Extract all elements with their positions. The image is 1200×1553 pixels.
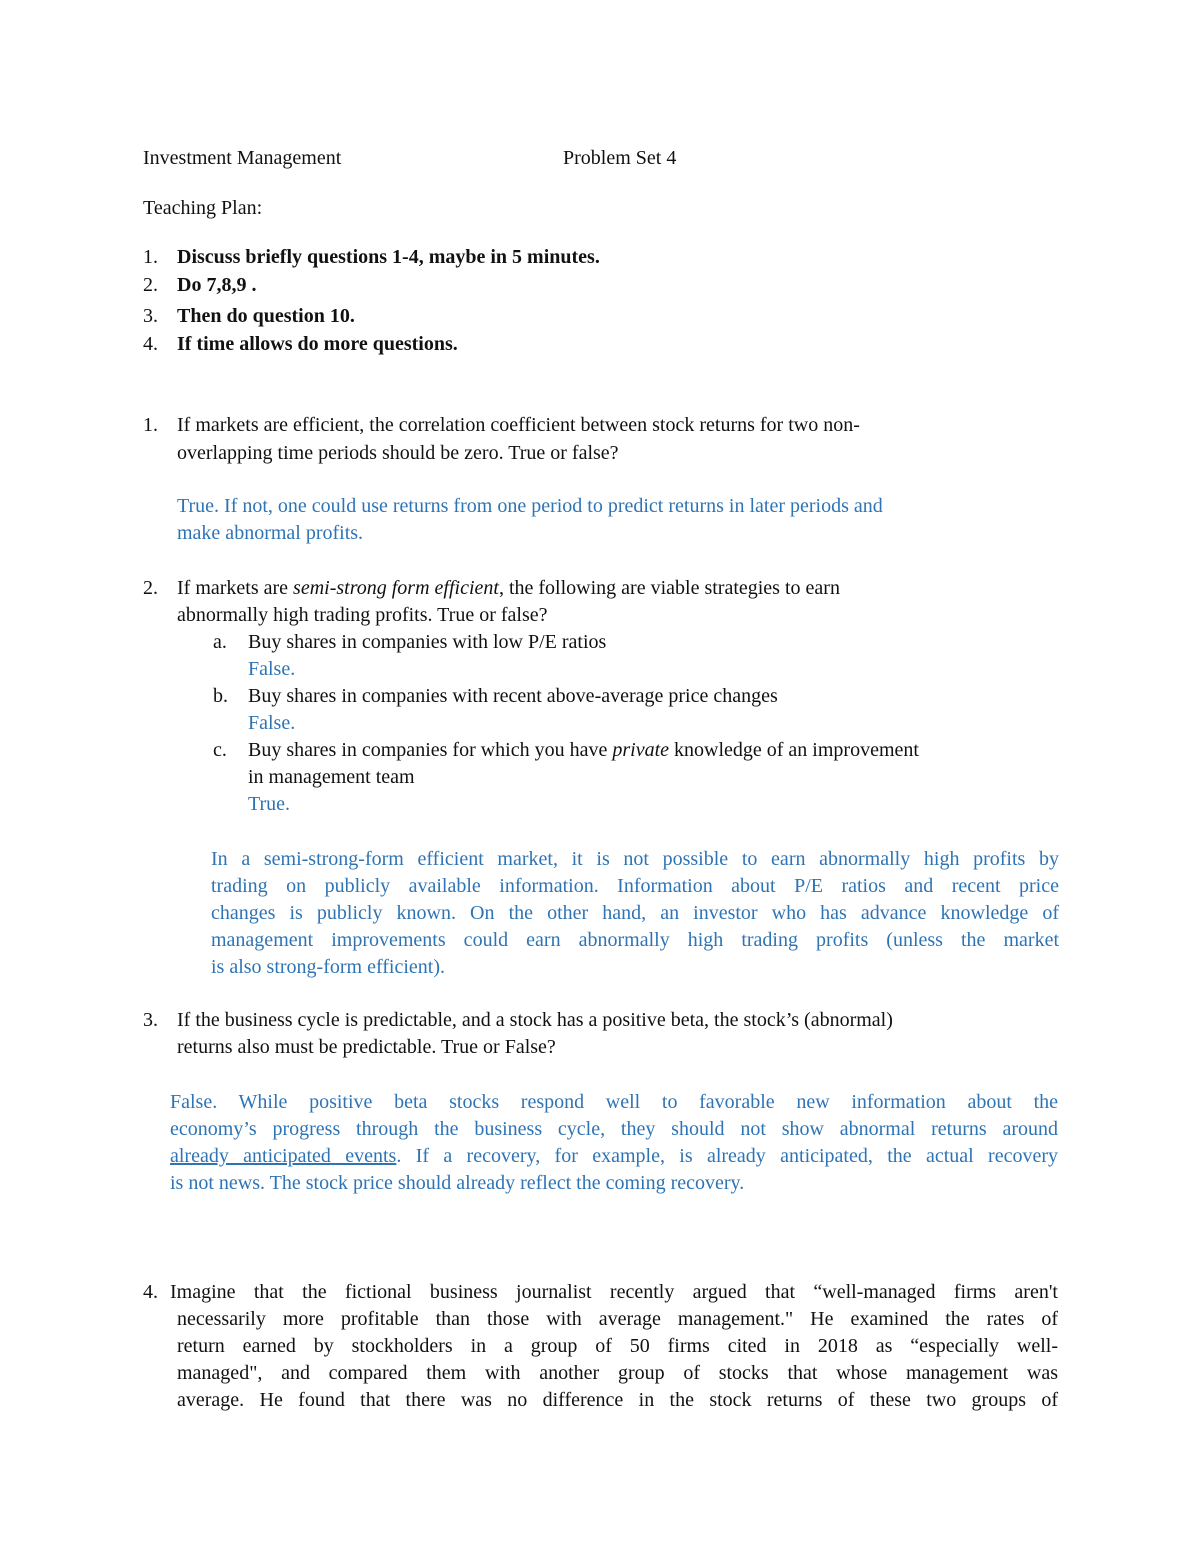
explanation-text: is also strong-form efficient). xyxy=(211,956,446,978)
question-text: overlapping time periods should be zero. True or false? xyxy=(177,442,619,464)
plan-item-number: 3. xyxy=(143,305,158,327)
answer-text: already anticipated events. If a recovery, for example, is already anticipated, the actual recovery xyxy=(170,1145,1058,1167)
explanation-text: In a semi-strong-form efficient market, it is not possible to earn abnormally high profits by xyxy=(211,848,1059,870)
option-text: Buy shares in companies for which you have private knowledge of an improvement xyxy=(248,739,919,761)
answer-text: True. If not, one could use returns from one period to predict returns in later periods and xyxy=(177,495,883,517)
answer-text: make abnormal profits. xyxy=(177,522,364,544)
teaching-plan-title: Teaching Plan: xyxy=(143,197,263,219)
plan-item-number: 4. xyxy=(143,333,158,355)
explanation-text: changes is publicly known. On the other hand, an investor who has advance knowledge of xyxy=(211,902,1059,924)
answer-text: False. While positive beta stocks respond well to favorable new information about the xyxy=(170,1091,1058,1113)
question-text: abnormally high trading profits. True or false? xyxy=(177,604,548,626)
option-label: a. xyxy=(213,631,227,653)
problem-set-title: Problem Set 4 xyxy=(563,147,677,169)
question-number: 3. xyxy=(143,1009,158,1031)
option-text: in management team xyxy=(248,766,415,788)
option-answer: True. xyxy=(248,793,291,815)
plan-item: If time allows do more questions. xyxy=(177,333,458,355)
explanation-text: management improvements could earn abnormally high trading profits (unless the market xyxy=(211,929,1059,951)
question-text: returns also must be predictable. True or False? xyxy=(177,1036,556,1058)
question-text: average. He found that there was no difference in the stock returns of these two groups of xyxy=(177,1389,1058,1411)
answer-text: economy’s progress through the business cycle, they should not show abnormal returns around xyxy=(170,1118,1058,1140)
question-text: return earned by stockholders in a group of 50 firms cited in 2018 as “especially well- xyxy=(177,1335,1058,1357)
plan-item: Then do question 10. xyxy=(177,305,355,327)
option-label: c. xyxy=(213,739,227,761)
option-text: Buy shares in companies with low P/E ratios xyxy=(248,631,607,653)
question-text: If markets are efficient, the correlation coefficient between stock returns for two non- xyxy=(177,414,860,436)
option-answer: False. xyxy=(248,712,296,734)
plan-item-number: 1. xyxy=(143,246,158,268)
explanation-text: trading on publicly available information. Information about P/E ratios and recent price xyxy=(211,875,1059,897)
question-number: 4. xyxy=(143,1281,158,1303)
underlined-text: already anticipated events xyxy=(170,1145,397,1167)
question-text: Imagine that the fictional business journalist recently argued that “well-managed firms aren't xyxy=(170,1281,1058,1303)
option-answer: False. xyxy=(248,658,296,680)
option-text: Buy shares in companies with recent above-average price changes xyxy=(248,685,778,707)
emphasis-text: private xyxy=(612,739,670,761)
option-label: b. xyxy=(213,685,228,707)
answer-text: is not news. The stock price should already reflect the coming recovery. xyxy=(170,1172,745,1194)
question-text: If the business cycle is predictable, and a stock has a positive beta, the stock’s (abnormal) xyxy=(177,1009,893,1031)
question-text: If markets are semi-strong form efficient, the following are viable strategies to earn xyxy=(177,577,840,599)
plan-item-number: 2. xyxy=(143,274,158,296)
plan-item: Discuss briefly questions 1-4, maybe in 5 minutes. xyxy=(177,246,600,268)
course-title: Investment Management xyxy=(143,147,342,169)
question-text: necessarily more profitable than those with average management." He examined the rates of xyxy=(177,1308,1058,1330)
question-text: managed", and compared them with another group of stocks that whose management was xyxy=(177,1362,1058,1384)
emphasis-text: semi-strong form efficient xyxy=(293,577,499,599)
question-number: 1. xyxy=(143,414,158,436)
question-number: 2. xyxy=(143,577,158,599)
plan-item: Do 7,8,9 . xyxy=(177,274,257,296)
